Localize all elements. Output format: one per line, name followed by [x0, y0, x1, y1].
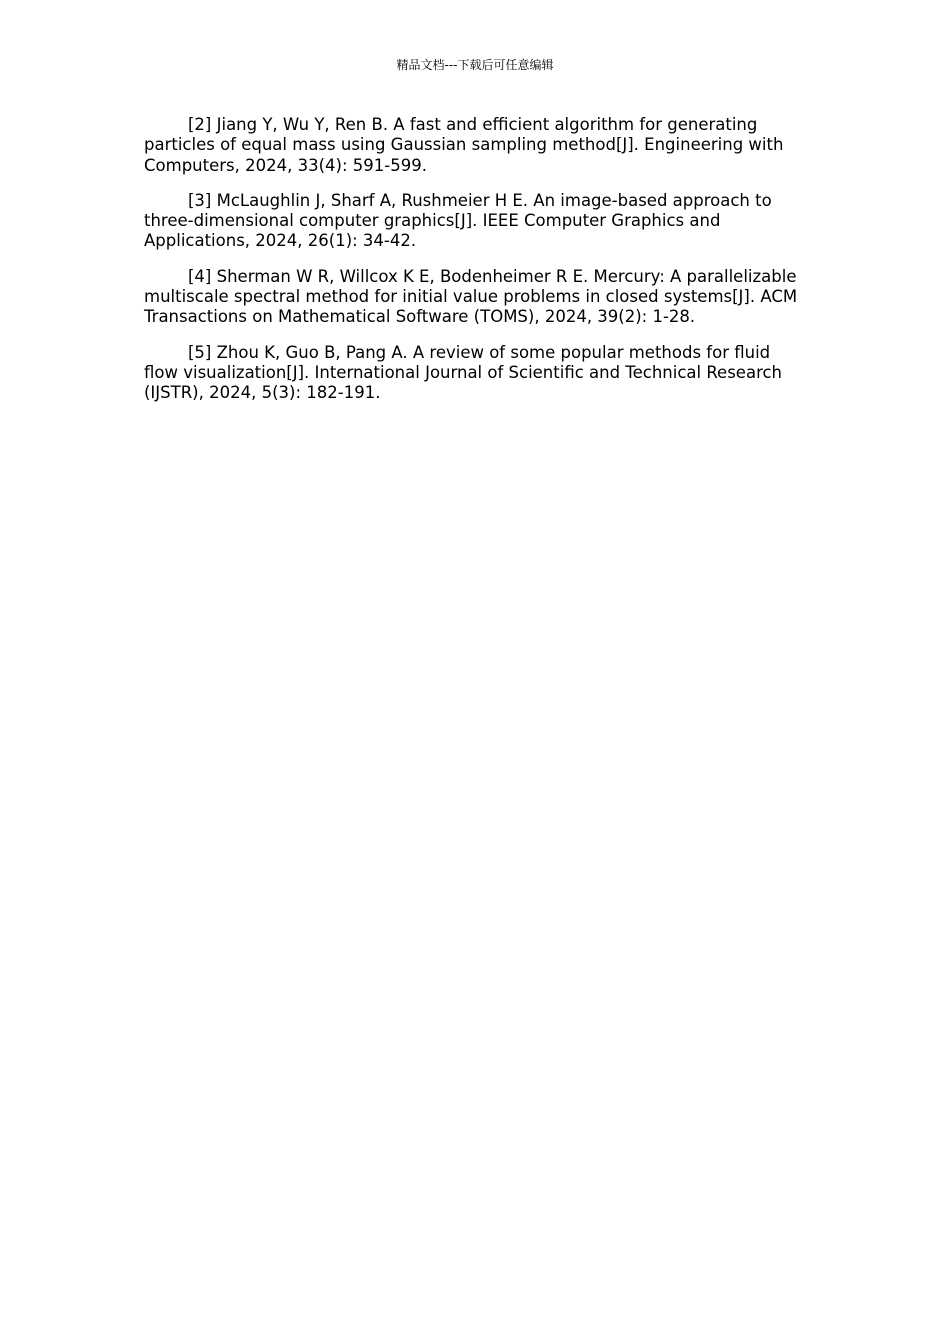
reference-list [144, 115, 804, 419]
page-header: 精品文档---下载后可任意编辑 [396, 58, 554, 72]
reference-item: [5] Zhou K, Guo B, Pang A. A review of some popular methods for fluid flow visualization[J]. International Journal of Scientific and Technical Research (IJSTR), 2024, 5(3): 182-191. [144, 342, 783, 403]
reference-item: [3] McLaughlin J, Sharf A, Rushmeier H E. An image-based approach to three-dimensional computer graphics[J]. IEEE Computer Graphics and Applications, 2024, 26(1): 34-42. [144, 190, 772, 251]
reference-item: [2] Jiang Y, Wu Y, Ren B. A fast and efficient algorithm for generating particles of equal mass using Gaussian sampling method[J]. Engineering with Computers, 2024, 33(4): 591-599. [144, 115, 784, 175]
reference-item: [4] Sherman W R, Willcox K E, Bodenheimer R E. Mercury: A parallelizable multiscale spectral method for initial value problems in closed systems[J]. ACM Transactions on Mathematical Software (TOMS), 2024, 39(2): 1-28. [144, 266, 798, 327]
